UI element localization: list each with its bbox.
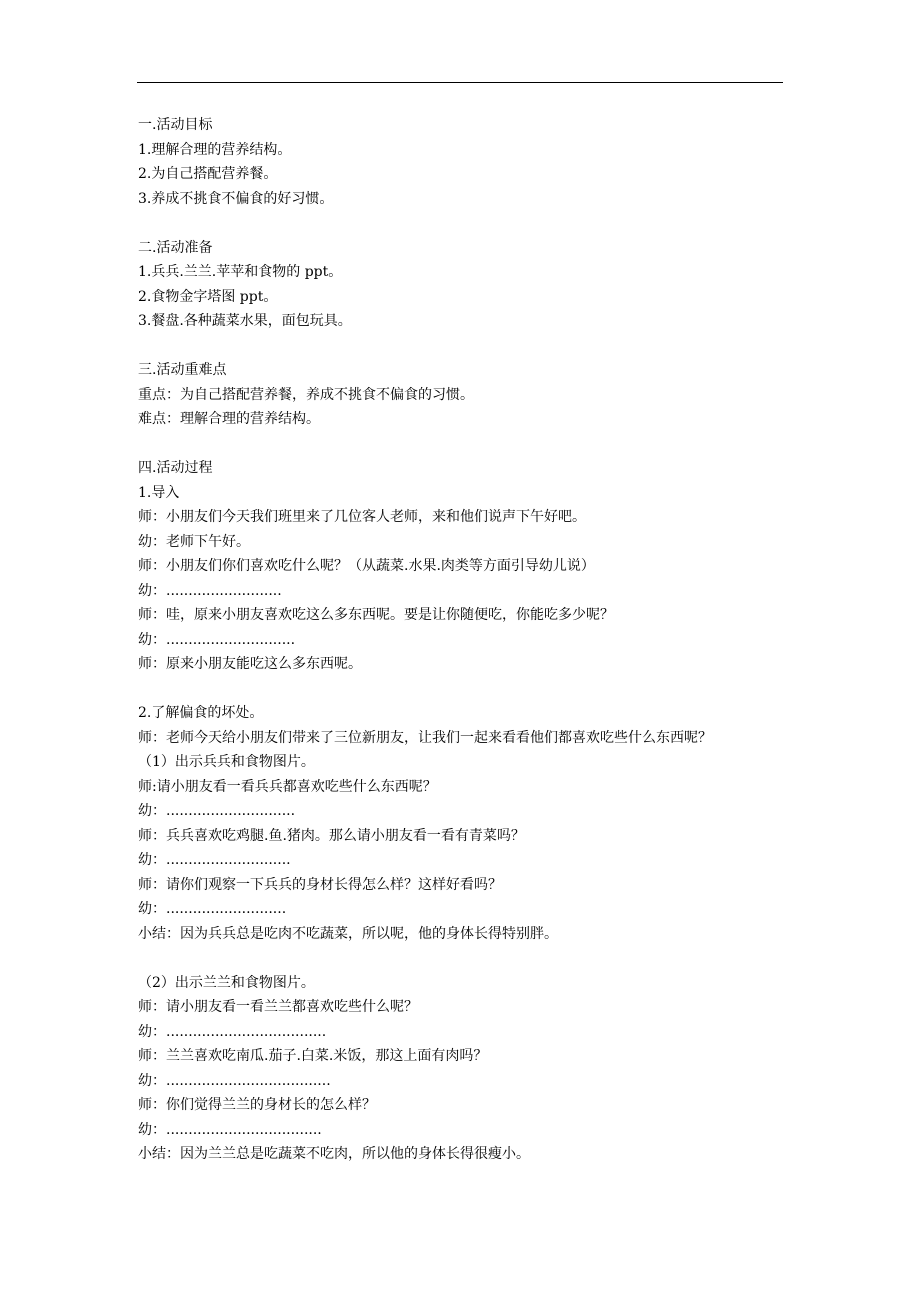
text-line: 师：哇，原来小朋友喜欢吃这么多东西呢。要是让你随便吃，你能吃多少呢？	[138, 607, 614, 623]
blank-line	[138, 677, 788, 702]
text-line: 1.理解合理的营养结构。	[138, 141, 292, 158]
text-line: 幼：..........................	[138, 582, 282, 599]
text-line: 师：请你们观察一下兵兵的身材长得怎么样？这样好看吗？	[138, 876, 502, 893]
text-line: 幼：....................................	[138, 1023, 327, 1040]
text-line: 师：小朋友们你们喜欢吃什么呢？（从蔬菜.水果.肉类等方面引导幼儿说）	[138, 558, 595, 574]
section-heading: 一.活动目标	[138, 117, 213, 133]
blank-line	[138, 946, 788, 971]
text-line: 小结：因为兰兰总是吃蔬菜不吃肉，所以他的身体长得很瘦小。	[138, 1146, 530, 1162]
section-heading: 2.了解偏食的坏处。	[138, 705, 264, 721]
text-line: 2.食物金字塔图 ppt。	[138, 288, 278, 305]
text-line: 幼：...........................	[138, 901, 287, 917]
text-line: （1）出示兵兵和食物图片。	[138, 754, 315, 770]
text-line: 师：老师今天给小朋友们带来了三位新朋友，让我们一起来看看他们都喜欢吃些什么东西呢？	[138, 729, 712, 746]
text-line: 幼：...................................	[138, 1121, 322, 1138]
text-line: 幼：.....................................	[138, 1072, 331, 1089]
text-line: 幼：.............................	[138, 631, 296, 648]
text-line: 师：小朋友们今天我们班里来了几位客人老师，来和他们说声下午好吧。	[138, 509, 586, 525]
text-line: 幼：.............................	[138, 803, 296, 819]
text-line: 师：兰兰喜欢吃南瓜.茄子.白菜.米饭，那这上面有肉吗？	[138, 1048, 488, 1064]
document-body	[138, 113, 788, 1167]
text-line: 幼：............................	[138, 852, 291, 868]
text-line: 师：原来小朋友能吃这么多东西呢。	[138, 656, 362, 672]
blank-line	[138, 334, 788, 359]
text-line: 师：请小朋友看一看兰兰都喜欢吃些什么呢？	[138, 999, 418, 1015]
text-line: 小结：因为兵兵总是吃肉不吃蔬菜，所以呢，他的身体长得特别胖。	[138, 925, 558, 942]
section-heading: （2）出示兰兰和食物图片。	[138, 974, 315, 991]
text-line: 1.导入	[138, 484, 180, 501]
text-line: 2.为自己搭配营养餐。	[138, 166, 278, 182]
text-line: 重点：为自己搭配营养餐，养成不挑食不偏食的习惯。	[138, 386, 474, 403]
text-line: 师:请小朋友看一看兵兵都喜欢吃些什么东西呢？	[138, 778, 437, 795]
blank-line	[138, 432, 788, 457]
text-line: 3.餐盘.各种蔬菜水果，面包玩具。	[138, 313, 352, 329]
text-line: 幼：老师下午好。	[138, 533, 250, 550]
text-line: 3.养成不挑食不偏食的好习惯。	[138, 190, 334, 207]
section-heading: 二.活动准备	[138, 239, 213, 256]
blank-line	[138, 211, 788, 236]
text-line: 1.兵兵.兰兰.苹苹和食物的 ppt。	[138, 264, 343, 280]
section-heading: 四.活动过程	[138, 460, 213, 476]
text-line: 师：你们觉得兰兰的身材长的怎么样？	[138, 1097, 376, 1113]
text-line: 师：兵兵喜欢吃鸡腿.鱼.猪肉。那么请小朋友看一看有青菜吗？	[138, 827, 525, 844]
text-line: 难点：理解合理的营养结构。	[138, 411, 320, 427]
section-heading: 三.活动重难点	[138, 362, 227, 378]
header-rule	[137, 82, 783, 83]
